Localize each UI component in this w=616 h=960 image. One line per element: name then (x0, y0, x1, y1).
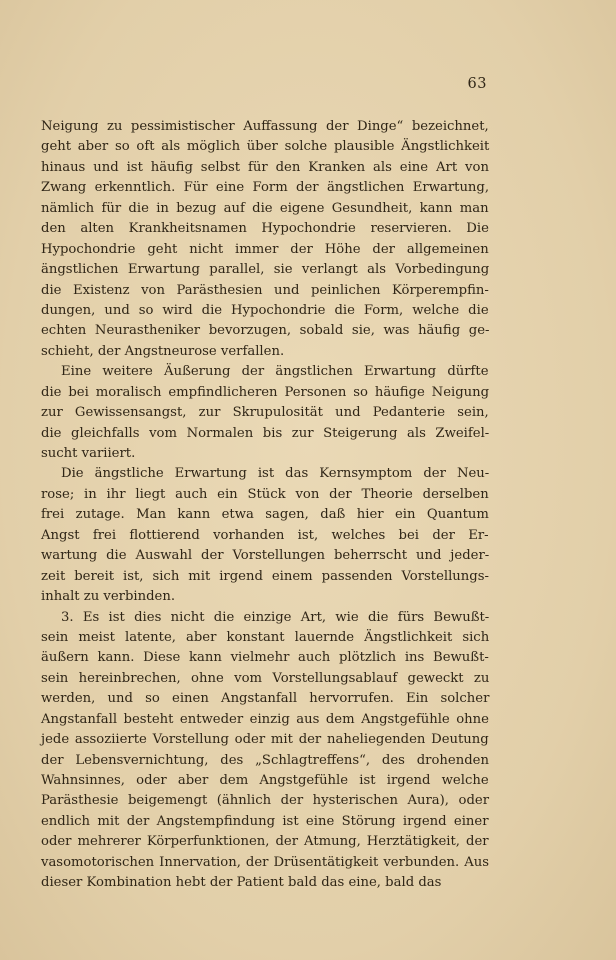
page-number: 63 (467, 76, 487, 92)
text-line: schieht, der Angstneurose verfallen. (41, 343, 285, 359)
text-line: jede assoziierte Vorstellung oder mit der naheliegenden Deutung (41, 732, 489, 748)
text-line: ängstlichen Erwartung parallel, sie verlangt als Vorbedingung (41, 262, 490, 278)
text-line: Angstanfall besteht entweder einzig aus dem Angstgefühle ohne (41, 711, 489, 727)
text-line: rose; in ihr liegt auch ein Stück von der Theorie derselben (41, 486, 489, 502)
text-line: 3. Es ist dies nicht die einzige Art, wie die fürs Bewußt- (61, 609, 490, 625)
text-line: die bei moralisch empfindlicheren Personen so häufige Neigung (41, 384, 490, 400)
text-line: dungen, und so wird die Hypochondrie die Form, welche die (41, 302, 489, 318)
text-line: Eine weitere Äußerung der ängstlichen Erwartung dürfte (61, 364, 489, 380)
text-line: Wahnsinnes, oder aber dem Angstgefühle ist irgend welche (41, 773, 489, 788)
text-line: die gleichfalls vom Normalen bis zur Steigerung als Zweifel- (41, 425, 490, 441)
text-line: frei zutage. Man kann etwa sagen, daß hier ein Quantum (41, 507, 489, 523)
text-line: zeit bereit ist, sich mit irgend einem passenden Vorstellungs- (41, 568, 489, 584)
text-line: echten Neurastheniker bevorzugen, sobald sie, was häufig ge- (41, 323, 490, 339)
text-line: vasomotorischen Innervation, der Drüsentätigkeit verbunden. Aus (41, 854, 490, 870)
text-line: sein meist latente, aber konstant lauernde Ängstlichkeit sich (41, 629, 490, 645)
text-line: endlich mit der Angstempfindung ist eine Störung irgend einer (41, 813, 489, 829)
text-line: äußern kann. Diese kann vielmehr auch plötzlich ins Bewußt- (41, 650, 489, 666)
text-line: zur Gewissensangst, zur Skrupulosität und Pedanterie sein, (41, 405, 489, 421)
text-line: sucht variiert. (41, 446, 136, 461)
text-line: Neigung zu pessimistischer Auffassung der Dinge“ bezeichnet, (41, 119, 489, 134)
text-line: inhalt zu verbinden. (41, 589, 176, 605)
text-line: dieser Kombination hebt der Patient bald das eine, bald das (41, 875, 442, 891)
text-line: den alten Krankheitsnamen Hypochondrie reservieren. Die (41, 221, 489, 237)
body-text (41, 117, 489, 894)
text-line: hinaus und ist häufig selbst für den Kranken als eine Art von (41, 159, 489, 175)
text-line: der Lebensvernichtung, des „Schlagtreffens“, des drohenden (41, 752, 489, 768)
text-line: sein hereinbrechen, ohne vom Vorstellungsablauf geweckt zu (41, 670, 490, 686)
text-line: nämlich für die in bezug auf die eigene Gesundheit, kann man (41, 200, 489, 216)
text-line: Parästhesie beigemengt (ähnlich der hysterischen Aura), oder (41, 793, 490, 809)
text-line: Angst frei flottierend vorhanden ist, welches bei der Er- (41, 527, 489, 543)
text-line: geht aber so oft als möglich über solche plausible Ängstlichkeit (41, 139, 490, 155)
text-line: Hypochondrie geht nicht immer der Höhe der allgemeinen (41, 241, 489, 257)
text-line: Zwang erkenntlich. Für eine Form der ängstlichen Erwartung, (41, 180, 490, 196)
text-line: wartung die Auswahl der Vorstellungen beherrscht und jeder- (41, 548, 490, 564)
text-line: oder mehrerer Körperfunktionen, der Atmung, Herztätigkeit, der (41, 834, 489, 850)
text-line: werden, und so einen Angstanfall hervorrufen. Ein solcher (41, 691, 490, 707)
text-line: die Existenz von Parästhesien und peinlichen Körperempfin- (41, 282, 489, 298)
text-line: Die ängstliche Erwartung ist das Kernsymptom der Neu- (61, 466, 490, 482)
